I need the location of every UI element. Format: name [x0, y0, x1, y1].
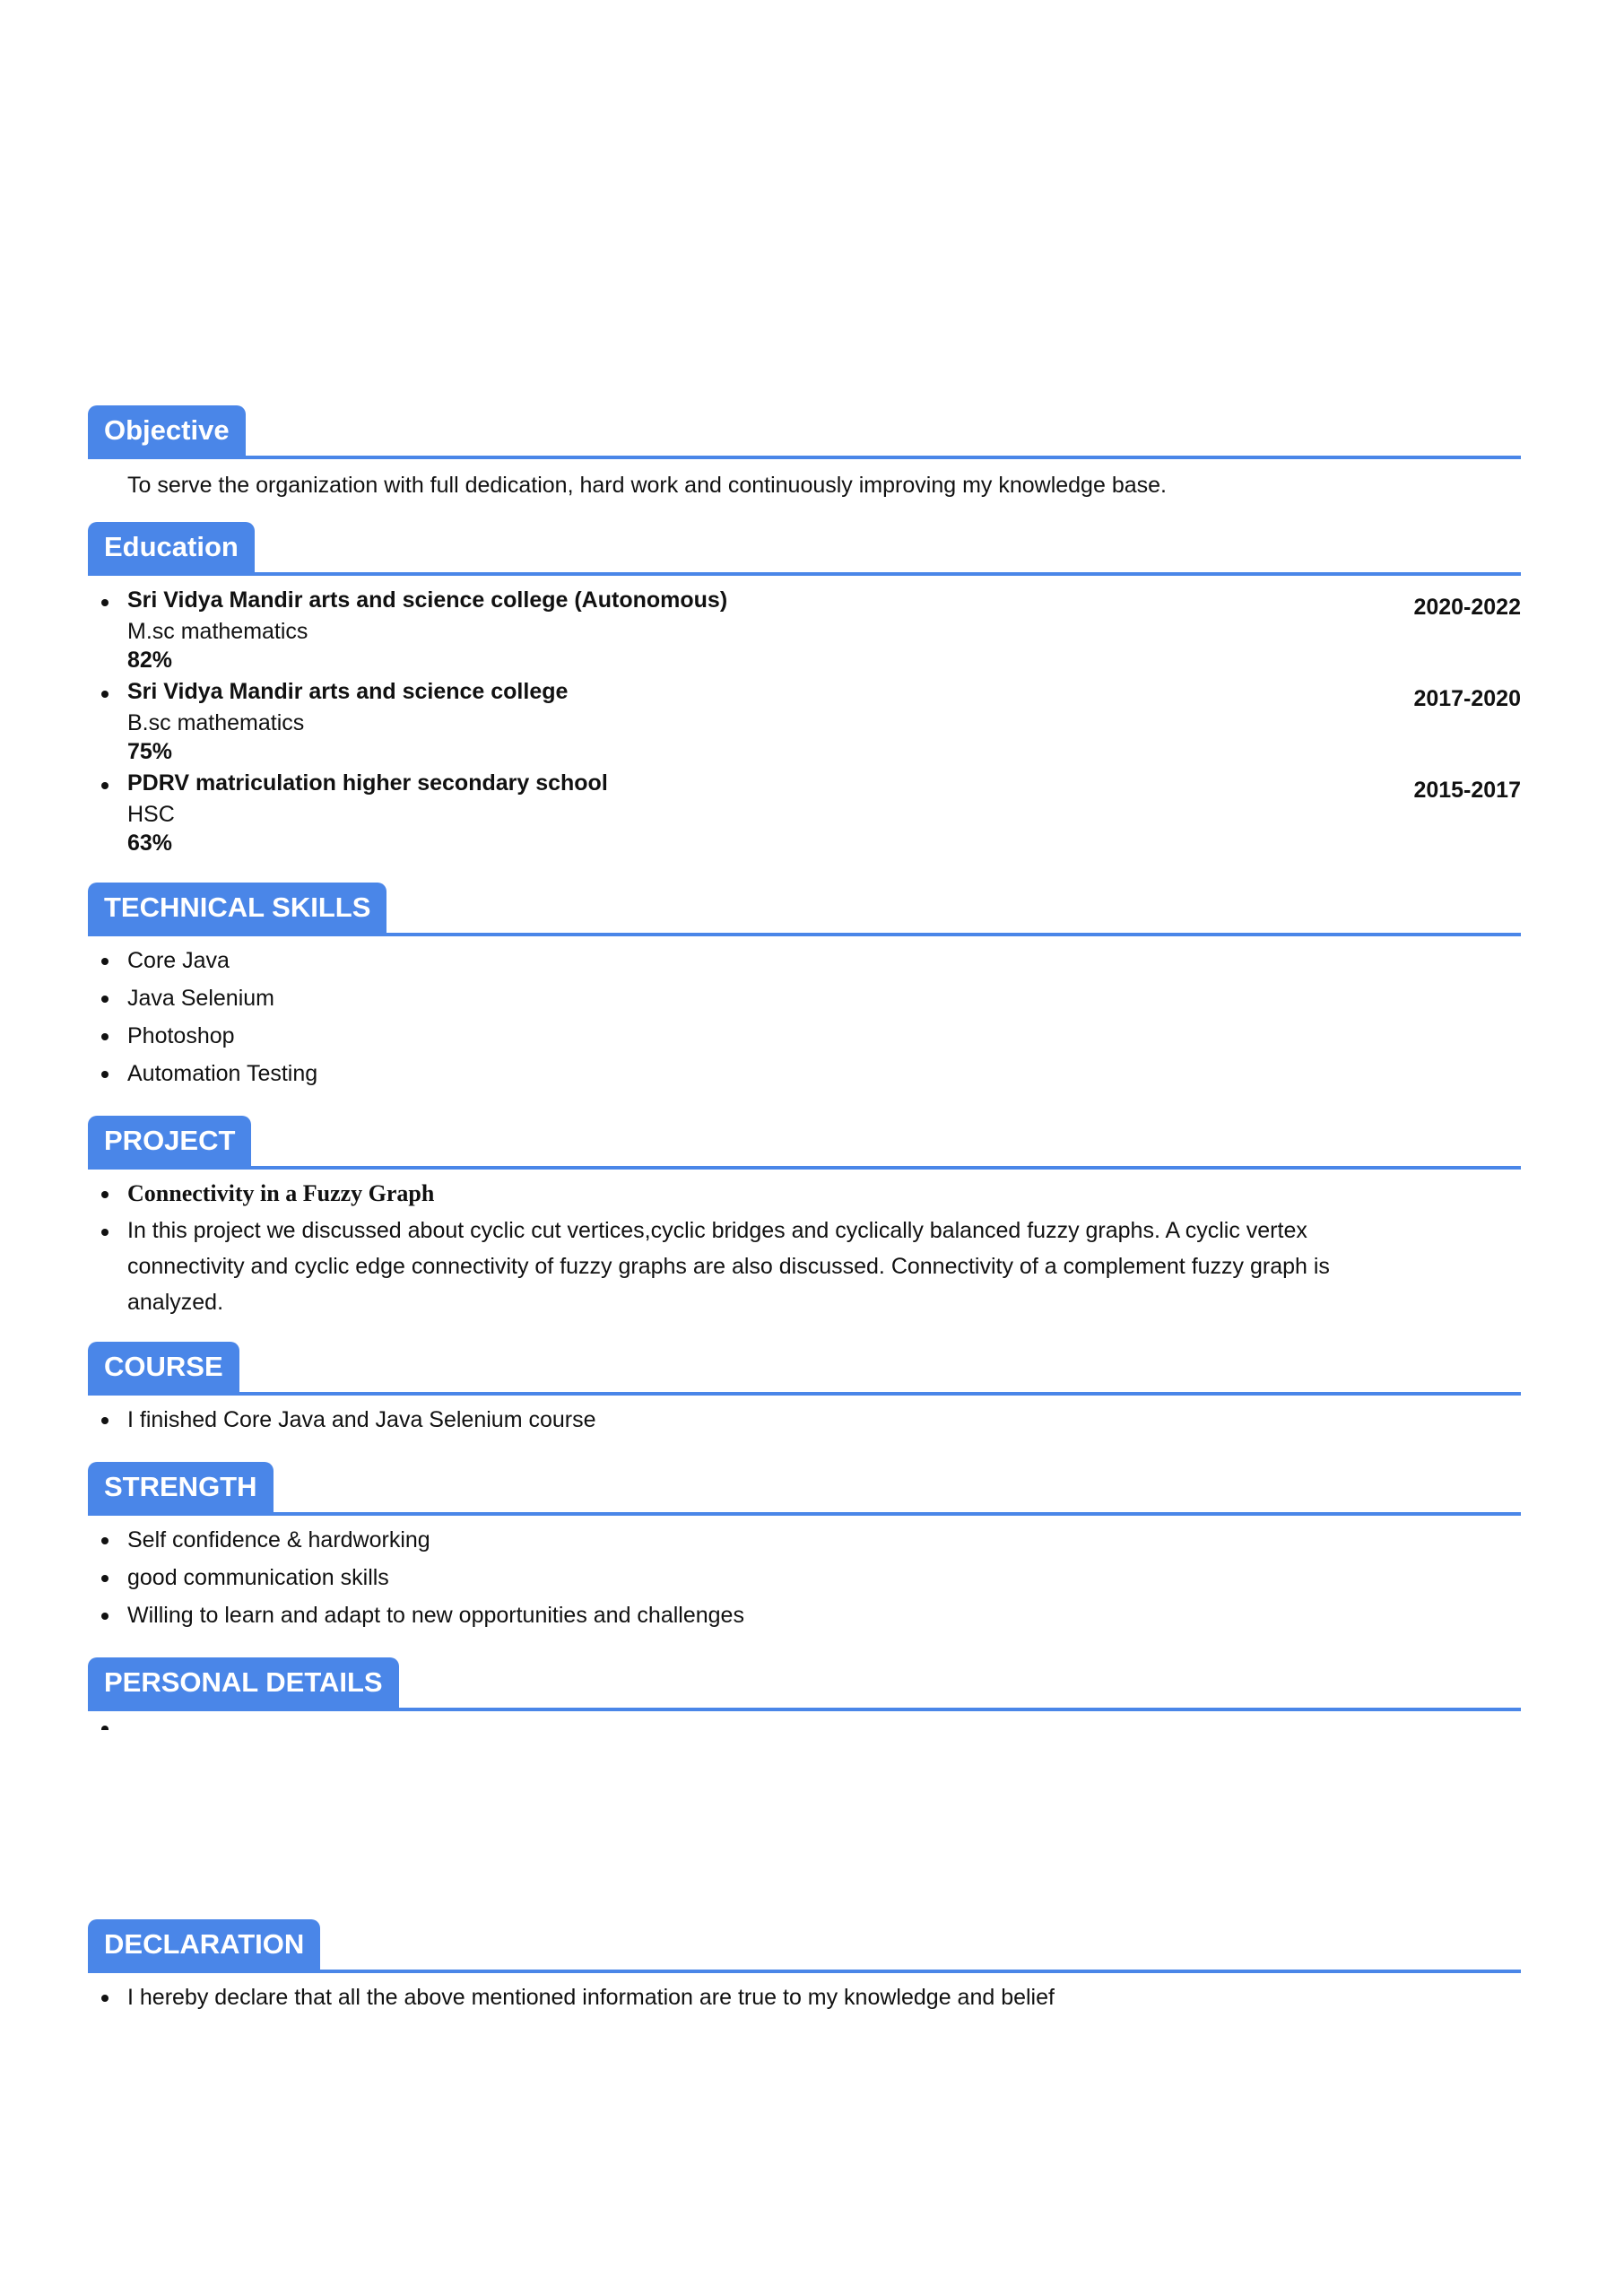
objective-text: To serve the organization with full dedication, hard work and continuously improving my knowledge base.: [127, 473, 1167, 498]
technical-skills-section: [88, 883, 1521, 1092]
course-section: [88, 1342, 1521, 1439]
education-degree: B.sc mathematics: [127, 710, 305, 735]
technical-skills-list: [88, 935, 1521, 1092]
education-item: [88, 583, 1521, 674]
education-title: Education: [88, 522, 255, 572]
resume-page: [88, 405, 1521, 2016]
project-header: [88, 1116, 1521, 1168]
bullet-fragment: [101, 1726, 109, 1730]
technical-skills-title: TECHNICAL SKILLS: [88, 883, 386, 933]
education-list: [88, 574, 1521, 857]
list-item: good communication skills: [88, 1559, 1521, 1596]
list-item: Willing to learn and adapt to new opportunities and challenges: [88, 1596, 1521, 1634]
personal-details-title: PERSONAL DETAILS: [88, 1657, 399, 1708]
education-degree: HSC: [127, 802, 175, 827]
declaration-section: [88, 1919, 1521, 2016]
section-divider: [88, 933, 1521, 936]
objective-header: [88, 405, 1521, 457]
education-school: Sri Vidya Mandir arts and science college (Autonomous): [127, 587, 728, 613]
education-school: PDRV matriculation higher secondary school: [127, 770, 608, 796]
list-item: Photoshop: [88, 1017, 1521, 1055]
objective-section: [88, 405, 1521, 504]
education-years: 2017-2020: [1413, 686, 1521, 711]
section-divider: [88, 572, 1521, 576]
project-section: [88, 1116, 1521, 1320]
education-degree: M.sc mathematics: [127, 619, 308, 644]
education-score: 75%: [127, 739, 173, 764]
education-school: Sri Vidya Mandir arts and science college: [127, 679, 569, 704]
strength-list: [88, 1514, 1521, 1634]
personal-details-body: [88, 1709, 1521, 1907]
education-item: [88, 674, 1521, 766]
list-item: Java Selenium: [88, 979, 1521, 1017]
education-score: 63%: [127, 831, 173, 856]
list-item: Self confidence & hardworking: [88, 1521, 1521, 1559]
list-item: I finished Core Java and Java Selenium course: [88, 1401, 1521, 1439]
declaration-list: [88, 1971, 1521, 2016]
section-divider: [88, 1392, 1521, 1396]
education-score: 82%: [127, 648, 173, 673]
course-list: [88, 1394, 1521, 1439]
section-divider: [88, 456, 1521, 459]
strength-section: [88, 1462, 1521, 1634]
project-title: PROJECT: [88, 1116, 251, 1166]
technical-skills-header: [88, 883, 1521, 935]
section-divider: [88, 1512, 1521, 1516]
education-section: [88, 522, 1521, 857]
project-name: Connectivity in a Fuzzy Graph: [88, 1175, 1521, 1213]
list-item: Core Java: [88, 942, 1521, 979]
list-item: I hereby declare that all the above mentioned information are true to my knowledge and belief: [88, 1979, 1521, 2016]
strength-header: [88, 1462, 1521, 1514]
declaration-header: [88, 1919, 1521, 1971]
education-item: [88, 766, 1521, 857]
course-title: COURSE: [88, 1342, 239, 1392]
education-years: 2015-2017: [1413, 778, 1521, 803]
course-header: [88, 1342, 1521, 1394]
personal-details-section: [88, 1657, 1521, 1907]
objective-title: Objective: [88, 405, 246, 456]
education-years: 2020-2022: [1413, 595, 1521, 620]
strength-title: STRENGTH: [88, 1462, 274, 1512]
declaration-title: DECLARATION: [88, 1919, 320, 1970]
list-item: Automation Testing: [88, 1055, 1521, 1092]
education-header: [88, 522, 1521, 574]
personal-details-header: [88, 1657, 1521, 1709]
section-divider: [88, 1166, 1521, 1170]
project-description: In this project we discussed about cyclic cut vertices,cyclic bridges and cyclically balanced fuzzy graphs. A cyclic vertex connectivity and cyclic edge connectivity of fuzzy graphs are also discussed. Connectivity of a complement fuzzy graph is analyzed.: [88, 1213, 1521, 1320]
project-list: [88, 1168, 1521, 1320]
section-divider: [88, 1970, 1521, 1973]
